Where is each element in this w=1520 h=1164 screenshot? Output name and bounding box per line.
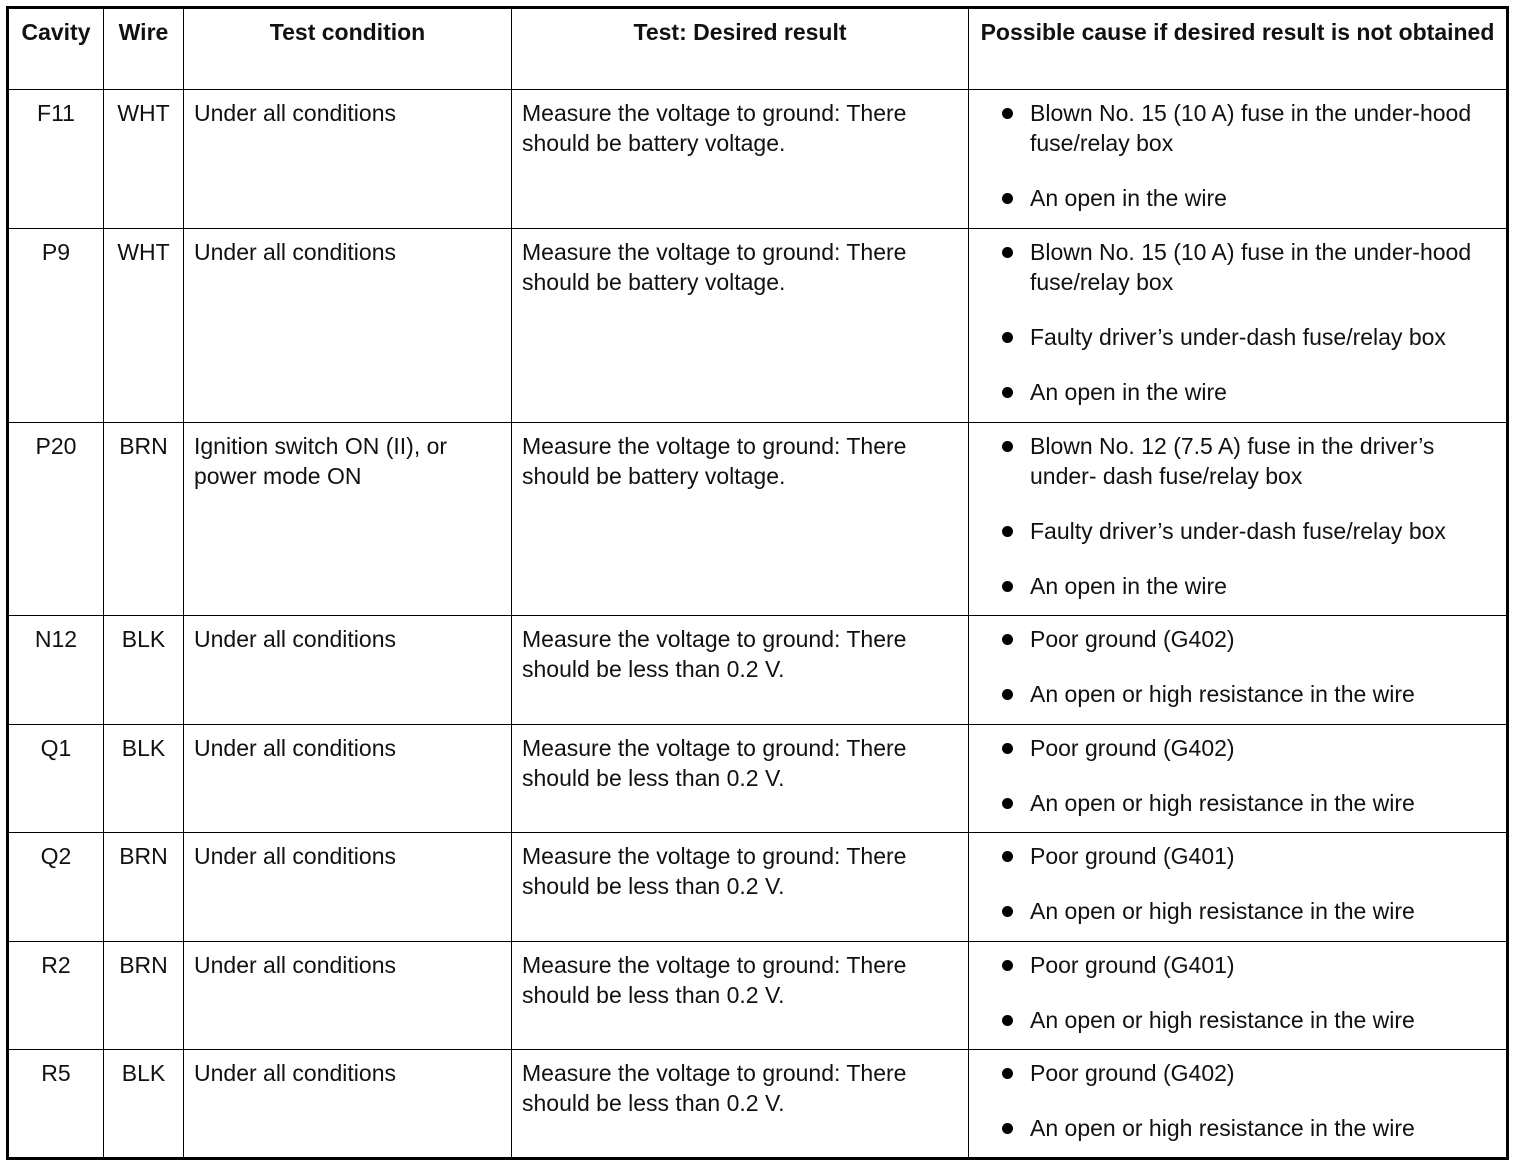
cause-item [979,679,1496,709]
cause-text: Blown No. 12 (7.5 A) fuse in the driver’s under- dash fuse/relay box [1030,433,1435,489]
cause-item [979,516,1496,546]
test-table-sheet [6,6,1506,1157]
result-cell: Measure the voltage to ground: There should be less than 0.2 V. [512,725,969,833]
cavity-cell: R2 [8,942,104,1050]
table-row [8,1050,1508,1159]
table-row [8,833,1508,942]
cause-text: An open or high resistance in the wire [1030,898,1415,924]
cause-text: Blown No. 15 (10 A) fuse in the under-hood fuse/relay box [1030,100,1472,156]
cause-text: An open or high resistance in the wire [1030,681,1415,707]
cavity-cell: Q1 [8,725,104,833]
connector-test-table [6,6,1509,1160]
cause-item [979,98,1496,158]
result-cell: Measure the voltage to ground: There should be battery voltage. [512,229,969,423]
table-row [8,942,1508,1050]
cause-item [979,1058,1496,1088]
bullet-icon [1002,1123,1013,1134]
bullet-icon [1002,1068,1013,1079]
result-cell: Measure the voltage to ground: There should be less than 0.2 V. [512,942,969,1050]
header-wire: Wire [104,8,184,90]
cause-text: Poor ground (G401) [1030,843,1235,869]
condition-cell: Under all conditions [184,725,512,833]
causes-list [979,98,1496,213]
cause-text: An open or high resistance in the wire [1030,790,1415,816]
cause-item [979,571,1496,601]
cause-item [979,896,1496,926]
cause-text: Poor ground (G402) [1030,1060,1235,1086]
table-row [8,725,1508,833]
causes-list [979,624,1496,709]
causes-list [979,733,1496,818]
header-row [8,8,1508,90]
causes-list [979,841,1496,926]
causes-cell [969,229,1508,423]
condition-cell: Under all conditions [184,90,512,229]
bullet-icon [1002,581,1013,592]
cause-text: An open or high resistance in the wire [1030,1115,1415,1141]
cavity-cell: P9 [8,229,104,423]
result-cell: Measure the voltage to ground: There should be less than 0.2 V. [512,833,969,942]
cause-item [979,377,1496,407]
cavity-cell: Q2 [8,833,104,942]
header-possible-cause: Possible cause if desired result is not obtained [969,8,1508,90]
result-cell: Measure the voltage to ground: There should be battery voltage. [512,90,969,229]
table-row [8,616,1508,725]
header-desired-result: Test: Desired result [512,8,969,90]
cause-item [979,431,1496,491]
condition-cell: Under all conditions [184,833,512,942]
result-cell: Measure the voltage to ground: There should be less than 0.2 V. [512,616,969,725]
condition-cell: Under all conditions [184,229,512,423]
cavity-cell: N12 [8,616,104,725]
bullet-icon [1002,743,1013,754]
table-row [8,423,1508,616]
cause-item [979,1113,1496,1143]
bullet-icon [1002,526,1013,537]
causes-cell [969,423,1508,616]
cause-text: An open or high resistance in the wire [1030,1007,1415,1033]
wire-cell: WHT [104,90,184,229]
bullet-icon [1002,247,1013,258]
causes-list [979,431,1496,601]
wire-cell: BRN [104,423,184,616]
cause-item [979,183,1496,213]
cause-item [979,788,1496,818]
cavity-cell: R5 [8,1050,104,1159]
condition-cell: Under all conditions [184,1050,512,1159]
causes-list [979,1058,1496,1143]
bullet-icon [1002,108,1013,119]
cause-item [979,624,1496,654]
causes-list [979,950,1496,1035]
causes-cell [969,725,1508,833]
cause-item [979,841,1496,871]
cause-text: An open in the wire [1030,185,1227,211]
cause-text: Faulty driver’s under-dash fuse/relay box [1030,324,1446,350]
causes-cell [969,1050,1508,1159]
causes-cell [969,616,1508,725]
causes-list [979,237,1496,407]
table-row [8,90,1508,229]
cause-item [979,950,1496,980]
condition-cell: Under all conditions [184,616,512,725]
wire-cell: BLK [104,616,184,725]
header-cavity: Cavity [8,8,104,90]
bullet-icon [1002,441,1013,452]
cause-text: An open in the wire [1030,379,1227,405]
causes-cell [969,833,1508,942]
wire-cell: WHT [104,229,184,423]
cause-text: Poor ground (G401) [1030,952,1235,978]
condition-cell: Ignition switch ON (II), or power mode ON [184,423,512,616]
condition-cell: Under all conditions [184,942,512,1050]
bullet-icon [1002,906,1013,917]
causes-cell [969,90,1508,229]
cause-item [979,237,1496,297]
bullet-icon [1002,387,1013,398]
cause-item [979,733,1496,763]
wire-cell: BLK [104,725,184,833]
bullet-icon [1002,689,1013,700]
result-cell: Measure the voltage to ground: There should be less than 0.2 V. [512,1050,969,1159]
cause-text: Blown No. 15 (10 A) fuse in the under-hood fuse/relay box [1030,239,1472,295]
wire-cell: BRN [104,833,184,942]
result-cell: Measure the voltage to ground: There should be battery voltage. [512,423,969,616]
cause-text: Poor ground (G402) [1030,735,1235,761]
bullet-icon [1002,193,1013,204]
cause-text: Poor ground (G402) [1030,626,1235,652]
cavity-cell: P20 [8,423,104,616]
bullet-icon [1002,634,1013,645]
cause-text: Faulty driver’s under-dash fuse/relay box [1030,518,1446,544]
bullet-icon [1002,851,1013,862]
wire-cell: BRN [104,942,184,1050]
cavity-cell: F11 [8,90,104,229]
cause-item [979,1005,1496,1035]
causes-cell [969,942,1508,1050]
bullet-icon [1002,1015,1013,1026]
bullet-icon [1002,798,1013,809]
bullet-icon [1002,332,1013,343]
header-test-condition: Test condition [184,8,512,90]
cause-item [979,322,1496,352]
cause-text: An open in the wire [1030,573,1227,599]
table-row [8,229,1508,423]
bullet-icon [1002,960,1013,971]
wire-cell: BLK [104,1050,184,1159]
